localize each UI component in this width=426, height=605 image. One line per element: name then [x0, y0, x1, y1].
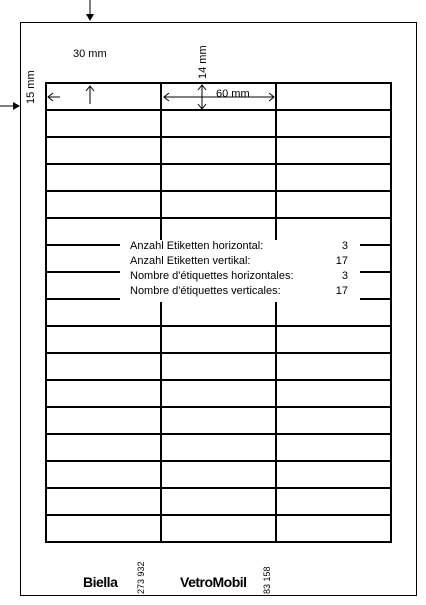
label-cell — [161, 110, 276, 137]
label-cell — [46, 515, 161, 542]
biella-article-number: 273 932 — [136, 561, 146, 594]
label-cell — [276, 137, 391, 164]
feed-arrow-top-icon — [86, 0, 94, 21]
label-cell — [161, 137, 276, 164]
label-cell — [46, 380, 161, 407]
label-cell — [46, 461, 161, 488]
label-cell — [46, 326, 161, 353]
biella-logo: Biella — [83, 574, 118, 590]
label-cells — [46, 83, 391, 542]
label-cell — [276, 299, 391, 326]
label-width-dimension: 60 mm — [216, 88, 250, 100]
label-info-box — [120, 240, 360, 302]
label-cell — [46, 353, 161, 380]
info-label: Nombre d'étiquettes horizontales: — [130, 270, 294, 282]
top-margin-arrow-icon — [86, 86, 94, 104]
label-cell — [46, 434, 161, 461]
label-cell — [276, 164, 391, 191]
info-row — [130, 270, 358, 285]
label-cell — [276, 380, 391, 407]
label-cell — [161, 353, 276, 380]
label-cell — [46, 488, 161, 515]
label-cell — [276, 110, 391, 137]
label-height-dimension: 14 mm — [197, 45, 209, 79]
label-cell — [46, 164, 161, 191]
label-cell — [46, 191, 161, 218]
label-cell — [46, 83, 161, 110]
label-cell — [276, 353, 391, 380]
label-cell — [276, 326, 391, 353]
label-cell — [161, 191, 276, 218]
info-value: 17 — [335, 255, 348, 267]
info-value: 3 — [341, 240, 348, 252]
feed-arrow-left-icon — [0, 102, 20, 110]
info-label: Anzahl Etiketten vertikal: — [130, 255, 251, 267]
label-cell — [276, 191, 391, 218]
label-cell — [161, 299, 276, 326]
label-cell — [276, 515, 391, 542]
info-label: Nombre d'étiquettes verticales: — [130, 285, 281, 297]
info-label: Anzahl Etiketten horizontal: — [130, 240, 264, 252]
top-margin-dimension: 15 mm — [25, 70, 37, 104]
label-cell — [276, 434, 391, 461]
vetromobil-logo: VetroMobil — [180, 574, 247, 590]
info-row — [130, 285, 358, 300]
info-value: 3 — [341, 270, 348, 282]
label-cell — [46, 299, 161, 326]
info-row — [130, 255, 358, 270]
label-cell — [46, 407, 161, 434]
info-row — [130, 240, 358, 255]
label-cell — [46, 137, 161, 164]
label-cell — [161, 488, 276, 515]
vetromobil-article-number: 83 158 — [262, 566, 272, 594]
label-cell — [161, 434, 276, 461]
label-cell — [276, 407, 391, 434]
left-margin-dimension: 30 mm — [73, 48, 107, 60]
label-cell — [161, 407, 276, 434]
label-cell — [161, 380, 276, 407]
label-cell — [161, 326, 276, 353]
sheet-border — [21, 23, 417, 596]
label-cell — [161, 461, 276, 488]
label-cell — [276, 83, 391, 110]
label-cell — [161, 164, 276, 191]
left-margin-arrow-icon — [48, 93, 60, 101]
label-cell — [276, 461, 391, 488]
info-value: 17 — [335, 285, 348, 297]
label-cell — [46, 110, 161, 137]
label-cell — [161, 515, 276, 542]
label-cell — [276, 488, 391, 515]
